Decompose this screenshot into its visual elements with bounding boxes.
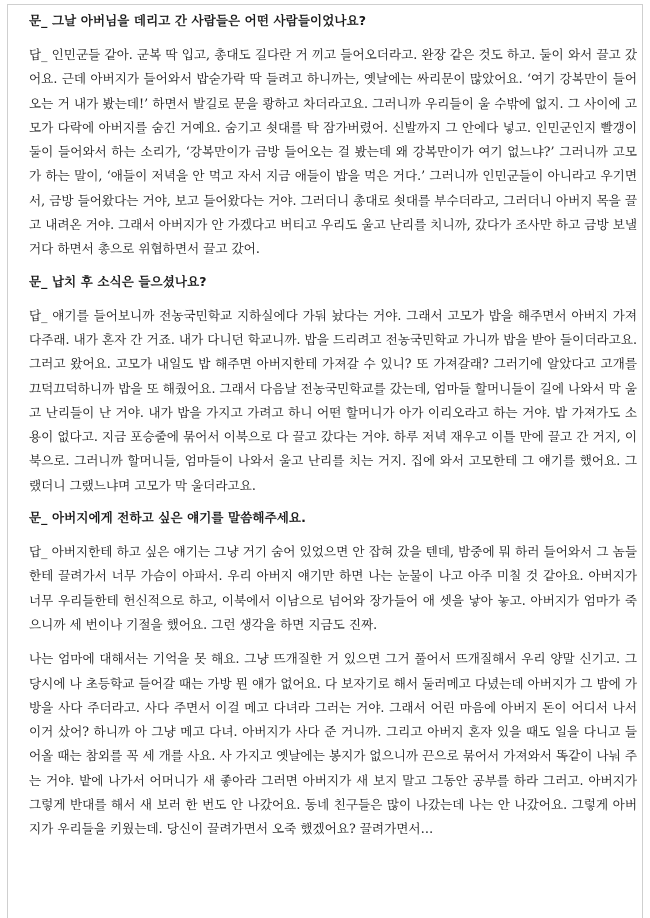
question-3: 문_ 아버지에게 전하고 싶은 얘기를 말씀해주세요. — [29, 510, 306, 526]
answer-3: 답_ 아버지한테 하고 싶은 얘기는 그냥 거기 숨어 있었으면 안 잡혀 갔을 텐데, 밤중에 뭐 하러 들어와서 그 놈들한테 끌려가서 너무 가슴이 아파서. 우리 아버지 얘기만 하면 나는 눈물이 나고 아주 미칠 것 같아요. 아버지가 너무 우리들한테 헌신적으로 하고, 이북에서 이남으로 넘어와 장가들어 애 셋을 낳아 놓고. 아버지가 엄마가 죽으니까 세 번이나 기절을 했어요. 그런 생각을 하면 지금도 진짜. — [29, 544, 637, 632]
answer-2: 답_ 얘기를 들어보니까 전농국민학교 지하실에다 가둬 놨다는 거야. 그래서 고모가 밥을 해주면서 아버지 가져다주래. 내가 혼자 간 거죠. 내가 다니던 학교니까. 밥을 드리려고 전농국민학교 가니까 밥을 받아 들이더라고요. 그러고 왔어요. 고모가 내일도 밥 해주면 아버지한테 가져갈 수 있니? 또 가져갈래? 그러기에 알았다고 고개를 끄덕끄덕하니까 밥을 또 해줬어요. 그래서 다음날 전농국민학교를 갔는데, 엄마들 할머니들이 길에 나와서 막 울고 난리들이 난 거야. 내가 밥을 가지고 가려고 하니 어떤 할머니가 아가 이리오라고 하는 거야. 밥 가져가도 소용이 없다고. 지금 포승줄에 묶어서 이북으로 다 끌고 갔다는 거야. 하루 저녁 재우고 이틀 만에 끌고 간 거지, 이북으로. 그러니까 할머니들, 엄마들이 나와서 울고 난리를 치는 거지. 집에 와서 고모한테 그 얘기를 했어요. 그랬더니 그랬느냐며 고모가 막 울더라고요. — [29, 307, 637, 493]
answer-3-continued: 나는 엄마에 대해서는 기억을 못 해요. 그냥 뜨개질한 거 있으면 그거 풀어서 뜨개질해서 우리 양말 신기고. 그 당시에 나 초등학교 들어갈 때는 가방 뭔 얘가 없어요. 다 보자기로 해서 둘러메고 다녔는데 아버지가 그 밤에 가방을 사다 주더라고. 사다 주면서 이걸 메고 다녀라 그러는 거야. 그래서 어린 마음에 아버지 돈이 어디서 나서 이거 샀어? 하니까 아 그냥 메고 다녀. 아버지가 사다 준 거니까. 그리고 아버지 혼자 있을 때도 일을 다니고 들어올 때는 참외를 꼭 세 개를 사요. 사 가지고 옛날에는 봉지가 없으니까 끈으로 묶어서 가져와서 똑같이 나눠 주는 거야. 밭에 나가서 어머니가 새 좋아라 그러면 아버지가 새 보지 말고 그동안 공부를 하라 그러고. 아버지가 그렇게 반대를 해서 새 보러 한 번도 안 나갔어요. 동네 친구들은 많이 나갔는데 나는 안 나갔어요. 그렇게 아버지가 우리들을 키웠는데. 당신이 끌려가면서 오죽 했겠어요? 끌려가면서… — [29, 651, 637, 837]
answer-1: 답_ 인민군들 같아. 군복 딱 입고, 총대도 길다란 거 끼고 들어오더라고. 완장 같은 것도 하고. 둘이 와서 끌고 갔어요. 근데 아버지가 들어와서 밥숟가락 딱 들려고 하니까는, 옛날에는 싸리문이 많았어요. ‘여기 강복만이 들어오는 거 내가 봤는데!’ 하면서 발길로 문을 쾅하고 차더라고요. 그러니까 우리들이 울 수밖에 없지. 그 사이에 고모가 다락에 아버지를 숨긴 거예요. 숨기고 쇳대를 탁 잠가버렸어. 신발까지 그 안에다 넣고. 인민군인지 빨갱이 둘이 들어와서 하는 소리가, ‘강복만이가 금방 들어오는 걸 봤는데 왜 강복만이가 여기 없느냐?’ 그러니까 고모가 하는 말이, ‘애들이 저녁을 안 먹고 자서 지금 애들이 밥을 먹은 거다.’ 그러니까 인민군들이 아니라고 우기면서, 금방 들어왔다는 거야, 보고 들어왔다는 거야. 그러더니 총대로 쇳대를 부수더라고, 그러더니 아버지 목을 끌고 내려온 거야. 그래서 아버지가 안 가겠다고 버티고 우리도 울고 난리를 치니까, 갔다가 조사만 하고 금방 보낼 거다 하면서 총으로 위협하면서 끌고 갔어. — [29, 47, 637, 257]
question-2: 문_ 납치 후 소식은 들으셨나요? — [29, 273, 207, 289]
question-1: 문_ 그날 아버님을 데리고 간 사람들은 어떤 사람들이었나요? — [29, 13, 367, 28]
